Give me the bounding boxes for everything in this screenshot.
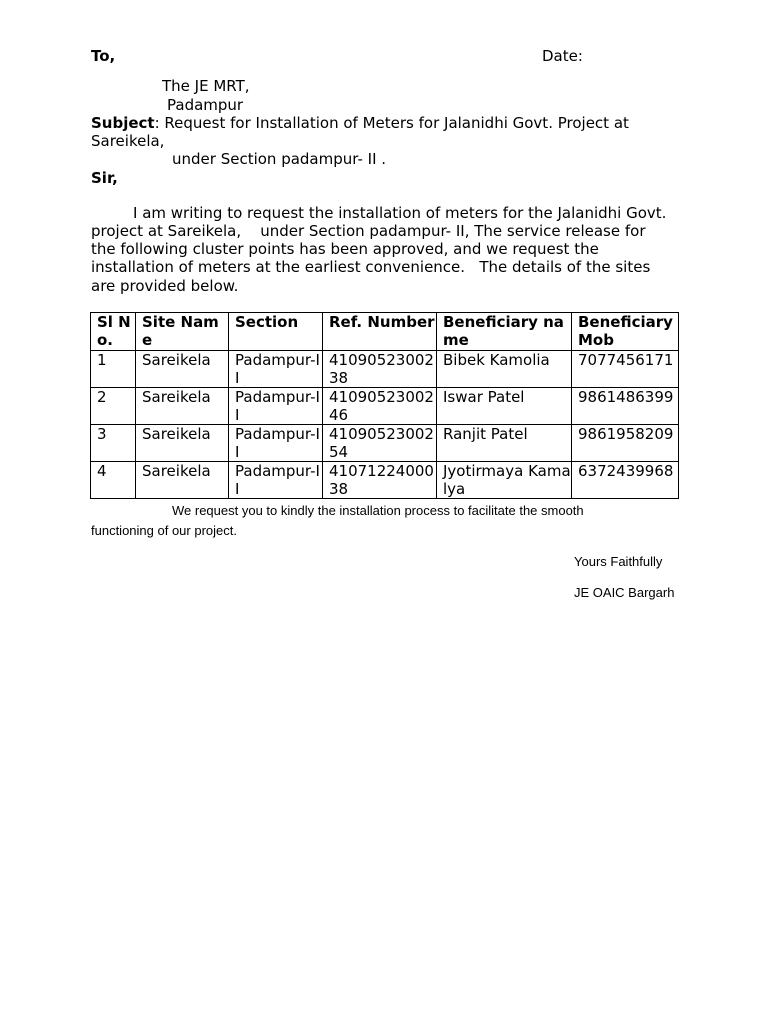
cell-beneficiary-mob: 9861958209 (572, 425, 679, 462)
valediction: Yours Faithfully (574, 554, 663, 569)
subject-line-2: Sareikela, (91, 132, 165, 150)
cell-site-name: Sareikela (136, 462, 229, 499)
date-label: Date: (542, 47, 583, 65)
cell-ref-number: 4109052300246 (323, 388, 437, 425)
cell-beneficiary-name: Iswar Patel (437, 388, 572, 425)
request-line-1: We request you to kindly the installation process to facilitate the smooth (172, 503, 584, 518)
col-header-site-name: Site Name (136, 313, 229, 351)
salutation: Sir, (91, 169, 118, 187)
subject-line-1 (91, 114, 629, 132)
cell-beneficiary-mob: 9861486399 (572, 388, 679, 425)
cell-sl-no: 3 (91, 425, 136, 462)
cell-section: Padampur-II (229, 425, 323, 462)
addressee-line-2: Padampur (167, 96, 244, 114)
cell-sl-no: 1 (91, 351, 136, 388)
cell-sl-no: 4 (91, 462, 136, 499)
cell-section: Padampur-II (229, 351, 323, 388)
cell-beneficiary-name: Ranjit Patel (437, 425, 572, 462)
cell-section: Padampur-II (229, 388, 323, 425)
table-row (91, 462, 679, 499)
col-header-sl-no: Sl No. (91, 313, 136, 351)
cell-site-name: Sareikela (136, 388, 229, 425)
body-line-4: installation of meters at the earliest convenience. The details of the sites (91, 258, 651, 276)
body-line-5: are provided below. (91, 277, 239, 295)
body-line-3: the following cluster points has been approved, and we request the (91, 240, 599, 258)
col-header-beneficiary-name: Beneficiary name (437, 313, 572, 351)
table-row (91, 388, 679, 425)
cell-ref-number: 4109052300254 (323, 425, 437, 462)
addressee-line-1: The JE MRT, (162, 77, 250, 95)
cell-beneficiary-mob: 6372439968 (572, 462, 679, 499)
cell-beneficiary-mob: 7077456171 (572, 351, 679, 388)
sites-table (90, 312, 679, 499)
body-line-1: I am writing to request the installation of meters for the Jalanidhi Govt. (133, 204, 667, 222)
col-header-section: Section (229, 313, 323, 351)
cell-ref-number: 4109052300238 (323, 351, 437, 388)
cell-beneficiary-name: Bibek Kamolia (437, 351, 572, 388)
cell-site-name: Sareikela (136, 351, 229, 388)
body-line-2: project at Sareikela, under Section padampur- II, The service release for (91, 222, 646, 240)
col-header-beneficiary-mob: Beneficiary Mob (572, 313, 679, 351)
col-header-ref-number: Ref. Number (323, 313, 437, 351)
request-line-2: functioning of our project. (91, 523, 237, 538)
cell-sl-no: 2 (91, 388, 136, 425)
signature: JE OAIC Bargarh (574, 585, 675, 600)
cell-section: Padampur-II (229, 462, 323, 499)
cell-site-name: Sareikela (136, 425, 229, 462)
subject-text: : Request for Installation of Meters for Jalanidhi Govt. Project at (154, 114, 629, 132)
cell-beneficiary-name: Jyotirmaya Kamalya (437, 462, 572, 499)
to-label: To, (91, 47, 116, 65)
table-row (91, 351, 679, 388)
table-row (91, 425, 679, 462)
table-header-row (91, 313, 679, 351)
cell-ref-number: 4107122400038 (323, 462, 437, 499)
subject-line-3: under Section padampur- II . (172, 150, 387, 168)
subject-label: Subject (91, 114, 155, 132)
